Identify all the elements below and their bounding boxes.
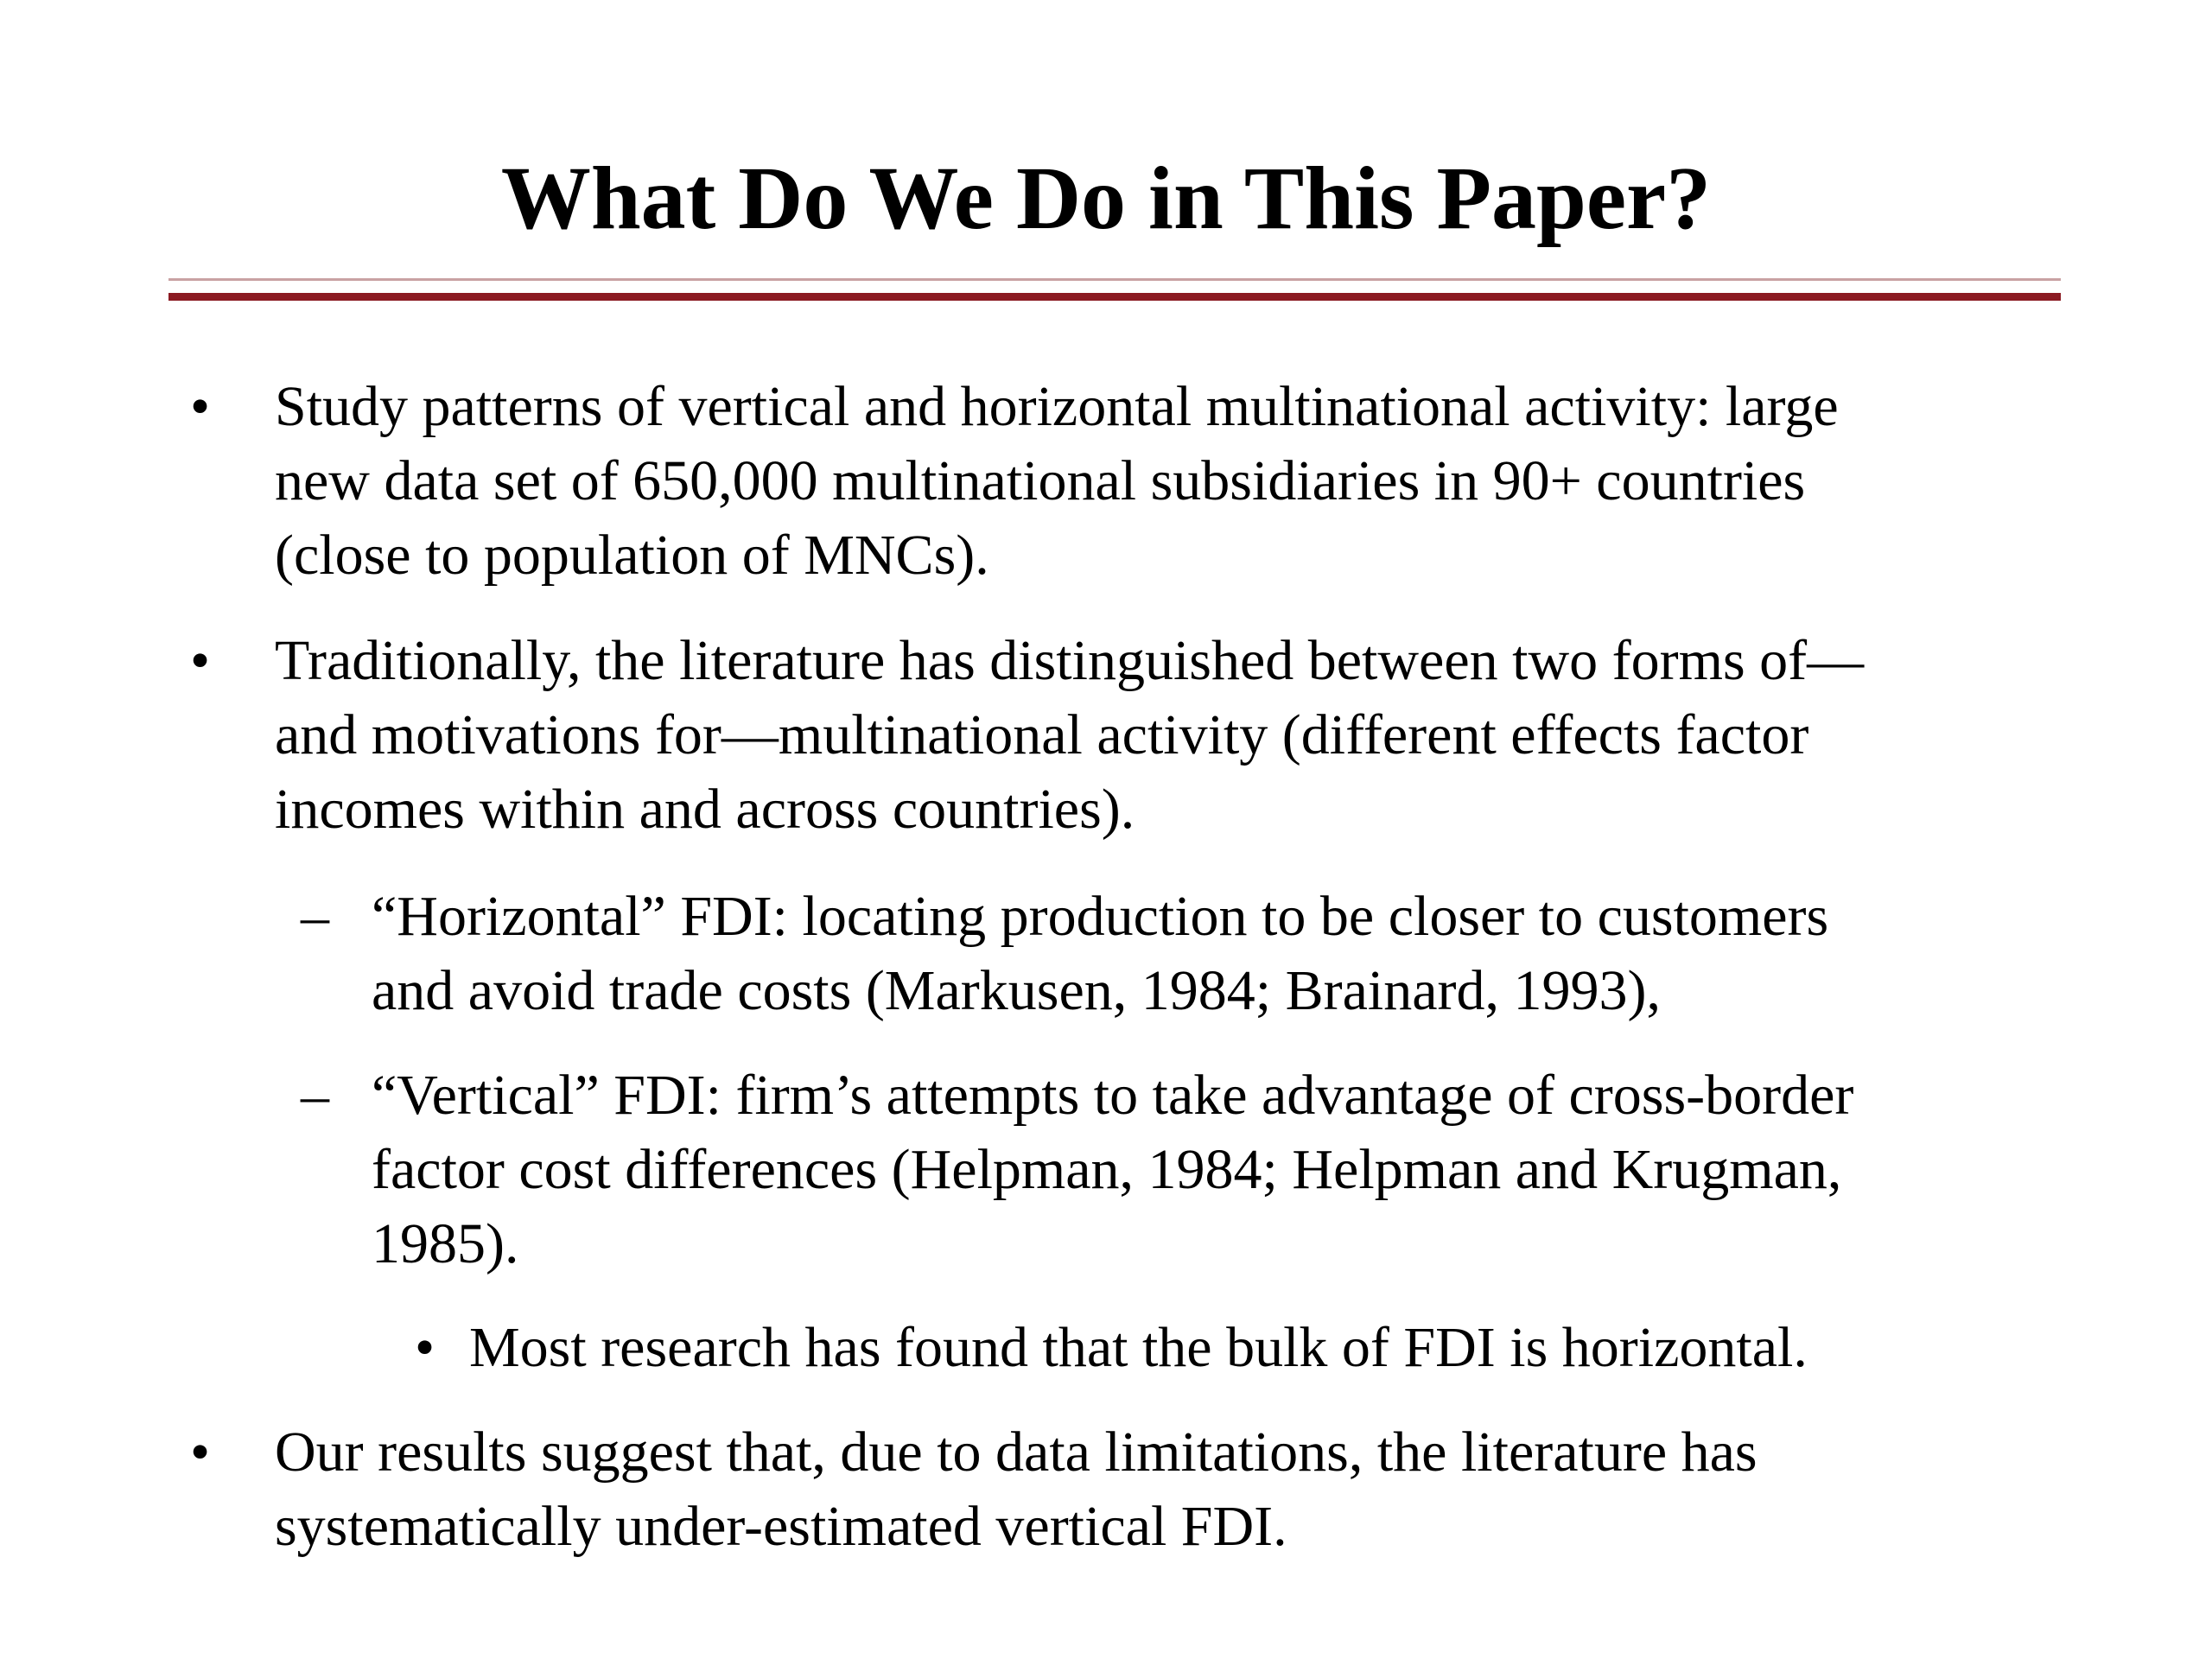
- slide-title: What Do We Do in This Paper?: [500, 149, 1712, 248]
- sub-bullet-item: [301, 1058, 1854, 1281]
- sub-sub-bullet-item: [415, 1311, 1808, 1385]
- dash-marker: –: [301, 1064, 329, 1127]
- sub-bullet-line: and avoid trade costs (Markusen, 1984; Brainard, 1993),: [372, 959, 1661, 1022]
- sub-bullet-item: [301, 880, 1829, 1028]
- dash-marker: –: [301, 885, 329, 948]
- bullet-line: (close to population of MNCs).: [275, 524, 989, 587]
- bullet-line: incomes within and across countries).: [275, 778, 1135, 841]
- bullet-line: systematically under-estimated vertical FDI.: [275, 1495, 1287, 1558]
- bullet-marker: •: [190, 1421, 211, 1484]
- sub-bullet-line: “Vertical” FDI: firm’s attempts to take advantage of cross-border: [372, 1064, 1854, 1127]
- bullet-marker: •: [190, 629, 211, 692]
- bullet-marker: •: [415, 1316, 435, 1379]
- bullet-line: Our results suggest that, due to data limitations, the literature has: [275, 1421, 1758, 1484]
- title-underline-thick: [168, 293, 2061, 301]
- bullet-line: new data set of 650,000 multinational subsidiaries in 90+ countries: [275, 449, 1806, 512]
- bullet-item: [190, 370, 1839, 593]
- bullet-item: [190, 1415, 1758, 1564]
- sub-bullet-line: factor cost differences (Helpman, 1984; Helpman and Krugman,: [372, 1138, 1842, 1201]
- sub-bullet-line: “Horizontal” FDI: locating production to be closer to customers: [372, 885, 1829, 948]
- bullet-marker: •: [190, 375, 211, 438]
- bullet-line: Study patterns of vertical and horizontal multinational activity: large: [275, 375, 1839, 438]
- title-underline-thin: [168, 278, 2061, 281]
- sub-bullet-line: 1985).: [372, 1212, 519, 1275]
- sub-sub-bullet-line: Most research has found that the bulk of FDI is horizontal.: [469, 1316, 1808, 1379]
- bullet-line: and motivations for—multinational activity (different effects factor: [275, 703, 1809, 766]
- bullet-item: [190, 624, 1865, 847]
- bullet-line: Traditionally, the literature has distinguished between two forms of—: [275, 629, 1865, 692]
